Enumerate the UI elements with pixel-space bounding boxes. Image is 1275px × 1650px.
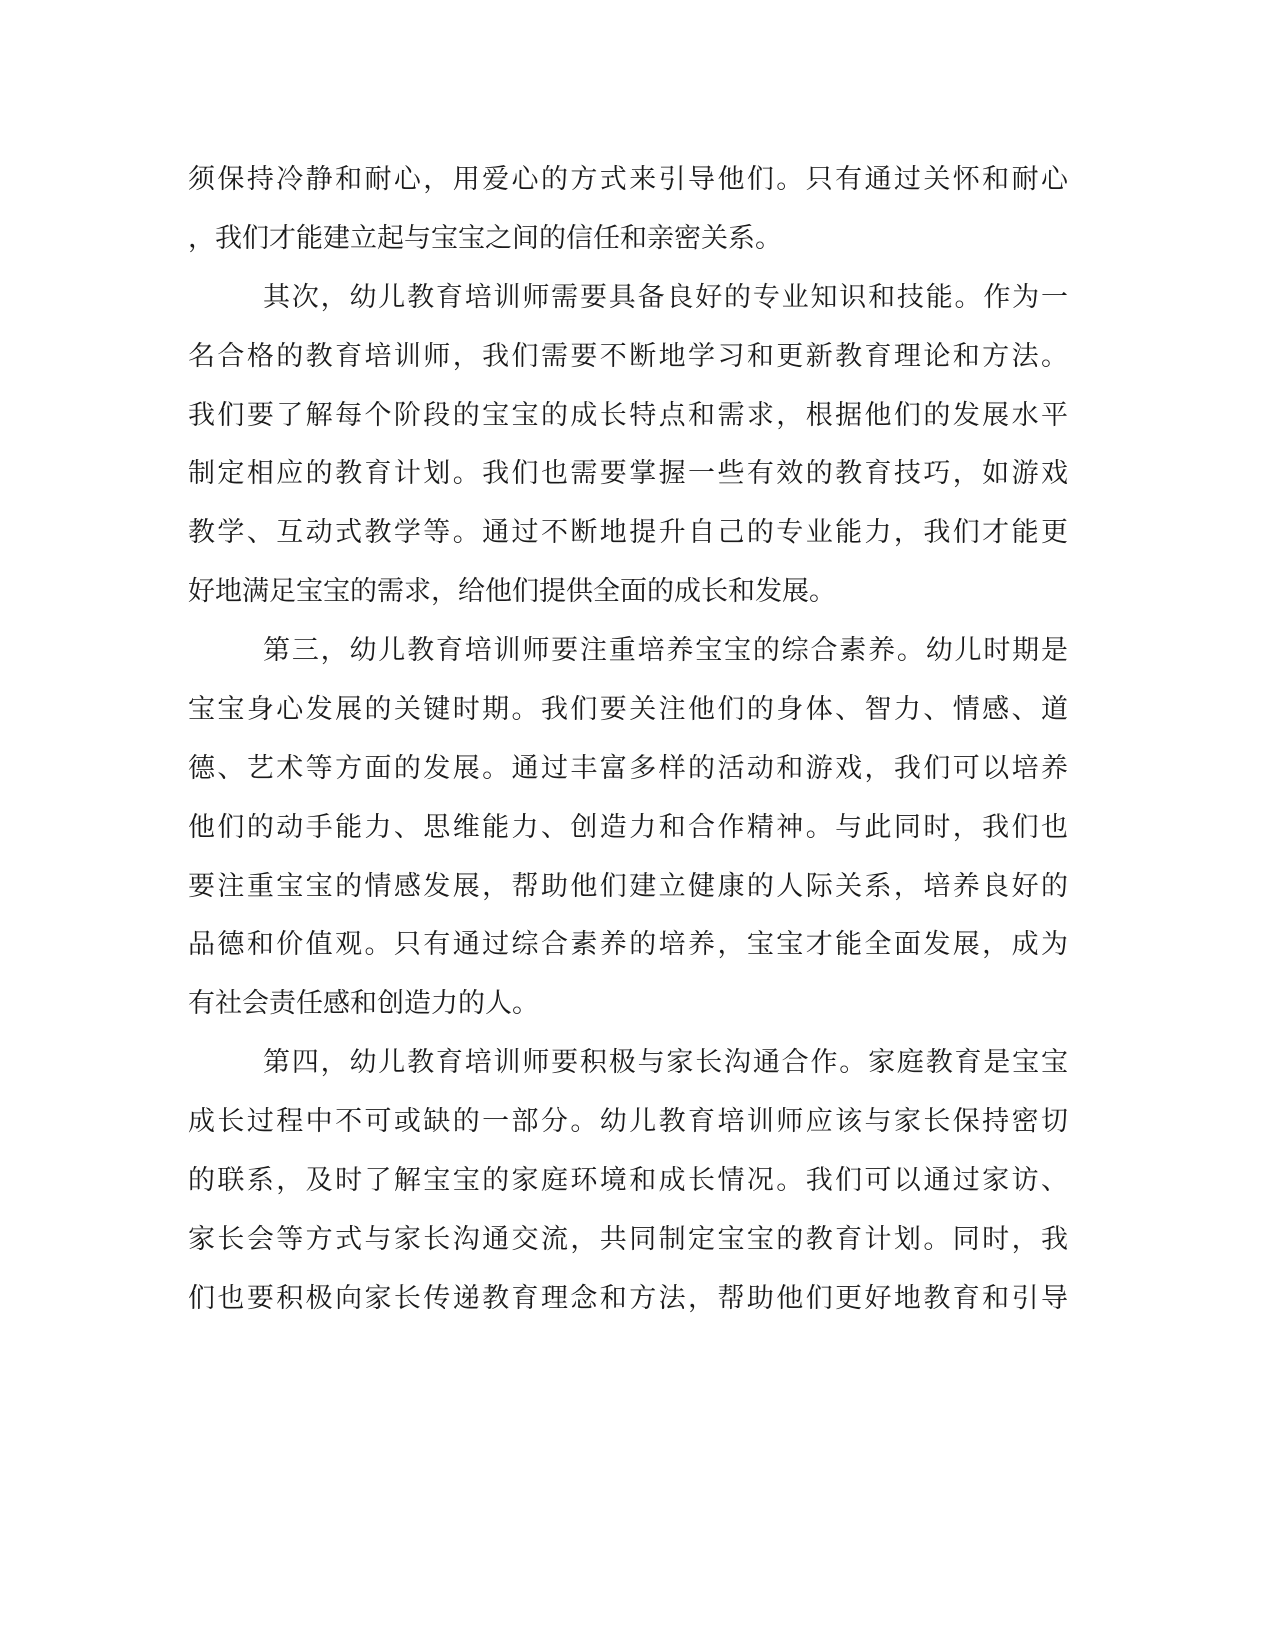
text-line: 名合格的教育培训师，我们需要不断地学习和更新教育理论和方法。: [188, 341, 1068, 372]
text-line: 的联系，及时了解宝宝的家庭环境和成长情况。我们可以通过家访、: [188, 1165, 1068, 1196]
text-line: 家长会等方式与家长沟通交流，共同制定宝宝的教育计划。同时，我: [188, 1224, 1068, 1255]
text-line: 须保持冷静和耐心，用爱心的方式来引导他们。只有通过关怀和耐心: [188, 164, 1068, 195]
paragraph-first-line: 其次，幼儿教育培训师需要具备良好的专业知识和技能。作为一: [263, 282, 1068, 313]
text-line: 我们要了解每个阶段的宝宝的成长特点和需求，根据他们的发展水平: [188, 400, 1068, 431]
text-line: 德、艺术等方面的发展。通过丰富多样的活动和游戏，我们可以培养: [188, 753, 1068, 784]
text-line: 要注重宝宝的情感发展，帮助他们建立健康的人际关系，培养良好的: [188, 871, 1068, 902]
text-line: 品德和价值观。只有通过综合素养的培养，宝宝才能全面发展，成为: [188, 929, 1068, 960]
text-line: 教学、互动式教学等。通过不断地提升自己的专业能力，我们才能更: [188, 517, 1068, 548]
text-line: 宝宝身心发展的关键时期。我们要关注他们的身体、智力、情感、道: [188, 694, 1068, 725]
text-line: 好地满足宝宝的需求，给他们提供全面的成长和发展。: [188, 576, 836, 607]
text-line: ，我们才能建立起与宝宝之间的信任和亲密关系。: [188, 223, 782, 254]
text-line: 成长过程中不可或缺的一部分。幼儿教育培训师应该与家长保持密切: [188, 1106, 1068, 1137]
paragraph-first-line: 第四，幼儿教育培训师要积极与家长沟通合作。家庭教育是宝宝: [263, 1047, 1068, 1078]
text-line: 有社会责任感和创造力的人。: [188, 988, 539, 1019]
paragraph-first-line: 第三，幼儿教育培训师要注重培养宝宝的综合素养。幼儿时期是: [263, 635, 1068, 666]
text-line: 制定相应的教育计划。我们也需要掌握一些有效的教育技巧，如游戏: [188, 458, 1068, 489]
text-line: 们也要积极向家长传递教育理念和方法，帮助他们更好地教育和引导: [188, 1283, 1068, 1314]
text-line: 他们的动手能力、思维能力、创造力和合作精神。与此同时，我们也: [188, 812, 1068, 843]
